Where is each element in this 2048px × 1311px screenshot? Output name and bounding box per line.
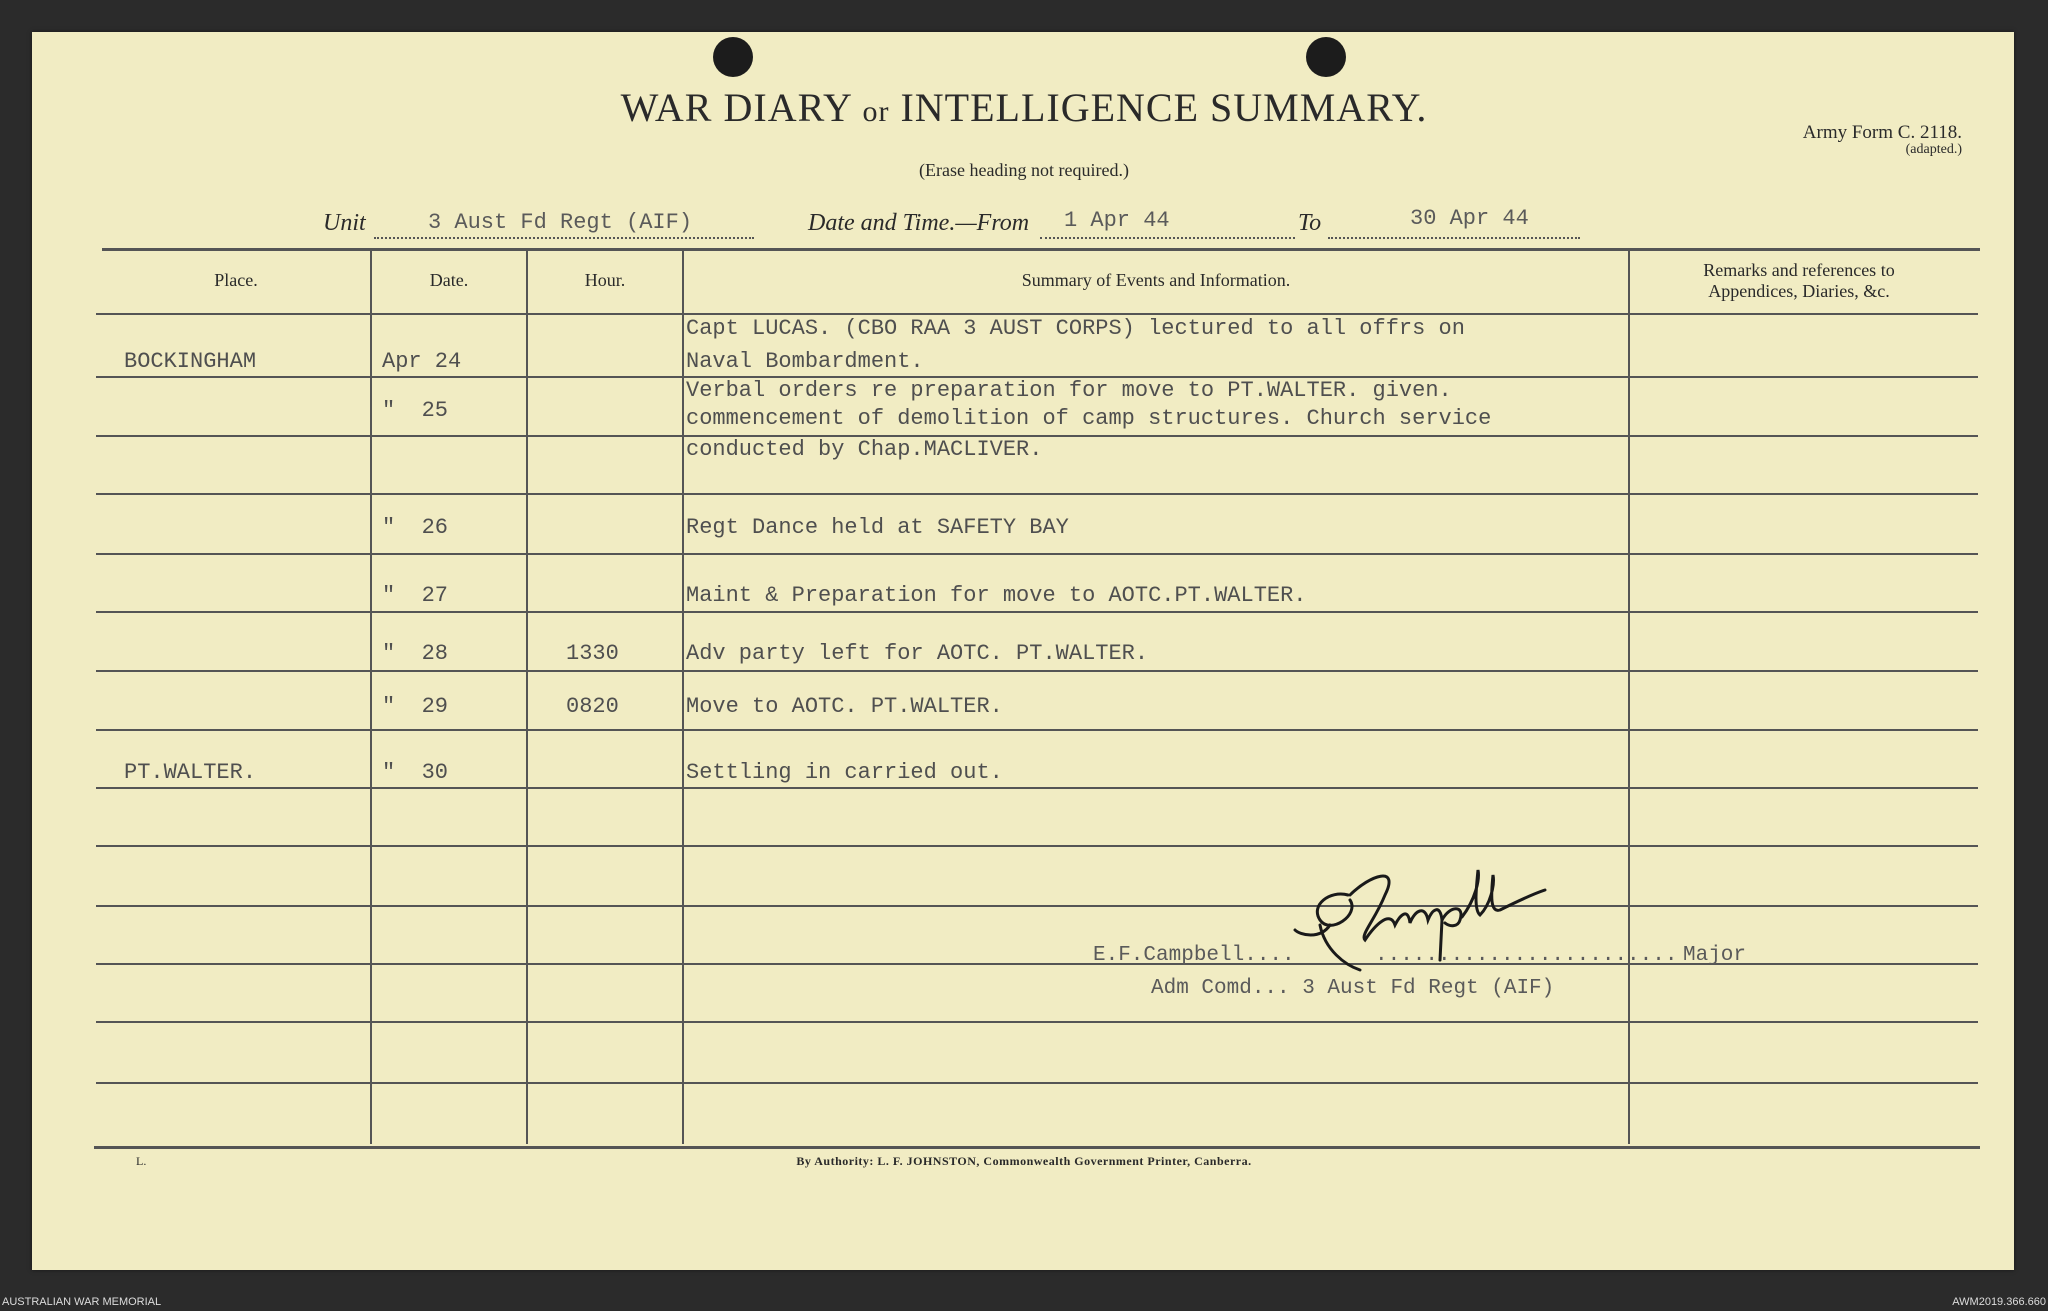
table-rule bbox=[94, 1146, 1980, 1149]
table-rule bbox=[96, 845, 1978, 847]
table-rule bbox=[96, 670, 1978, 672]
from-dotted-line bbox=[1040, 237, 1295, 239]
entry-date: " 29 bbox=[382, 694, 449, 719]
table-rule bbox=[96, 611, 1978, 613]
entry-summary: Verbal orders re preparation for move to PT.WALTER. given. commencement of demolition of camp structures. Church service bbox=[686, 378, 1492, 431]
header-remarks-line: Appendices, Diaries, &c. bbox=[1708, 281, 1890, 301]
form-subtitle: (Erase heading not required.) bbox=[919, 160, 1129, 180]
table-rule bbox=[96, 905, 1978, 907]
to-value: 30 Apr 44 bbox=[1410, 206, 1529, 231]
table-rule bbox=[96, 493, 1978, 495]
archive-id: AWM2019.366.660 bbox=[1952, 1296, 2046, 1308]
form-title bbox=[0, 84, 2048, 131]
column-rule bbox=[526, 250, 528, 1144]
entry-date: " 30 bbox=[382, 760, 449, 785]
form-number-text: Army Form C. 2118. bbox=[1802, 122, 1962, 143]
entry-date: " 25 bbox=[382, 398, 449, 423]
entry-summary: Regt Dance held at SAFETY BAY bbox=[686, 515, 1069, 540]
header-remarks bbox=[1630, 260, 1968, 302]
entry-place: PT.WALTER. bbox=[124, 760, 257, 785]
to-dotted-line bbox=[1328, 237, 1580, 239]
table-rule bbox=[96, 1021, 1978, 1023]
signature-dots: ........................ bbox=[1375, 944, 1678, 967]
entry-summary: Capt LUCAS. (CBO RAA 3 AUST CORPS) lectured to all offrs on bbox=[686, 316, 1465, 341]
from-value: 1 Apr 44 bbox=[1064, 208, 1170, 233]
table-rule bbox=[102, 248, 1980, 251]
archive-credit: AUSTRALIAN WAR MEMORIAL bbox=[2, 1296, 162, 1308]
title-or: or bbox=[862, 95, 890, 128]
footer-authority: By Authority: L. F. JOHNSTON, Commonwealth Government Printer, Canberra. bbox=[796, 1154, 1252, 1168]
date-label: Date and Time.—From bbox=[808, 210, 1030, 236]
punch-hole bbox=[713, 37, 753, 77]
entry-summary: Move to AOTC. PT.WALTER. bbox=[686, 694, 1003, 719]
header-summary: Summary of Events and Information. bbox=[1021, 270, 1291, 290]
header-place: Place. bbox=[214, 270, 258, 290]
entry-summary: Naval Bombardment. bbox=[686, 349, 924, 374]
column-rule bbox=[1628, 250, 1630, 1144]
header-remarks-line: Remarks and references to bbox=[1703, 260, 1895, 280]
entry-hour: 1330 bbox=[566, 641, 619, 666]
signature-name: E.F.Campbell.... bbox=[1093, 944, 1295, 967]
entry-place: BOCKINGHAM bbox=[124, 349, 257, 374]
entry-summary: conducted by Chap.MACLIVER. bbox=[686, 437, 1043, 462]
column-rule bbox=[370, 250, 372, 1144]
entry-date: Apr 24 bbox=[382, 349, 462, 374]
entry-date: " 27 bbox=[382, 583, 449, 608]
signature-rank: Major bbox=[1683, 944, 1747, 967]
form-adapted: (adapted.) bbox=[1905, 142, 1962, 157]
table-rule bbox=[96, 553, 1978, 555]
entry-date: " 28 bbox=[382, 641, 449, 666]
entry-summary: Settling in carried out. bbox=[686, 760, 1003, 785]
army-form-number bbox=[1803, 122, 1962, 158]
signature-command: Adm Comd... 3 Aust Fd Regt (AIF) bbox=[1151, 977, 1555, 1000]
entry-summary: Maint & Preparation for move to AOTC.PT.WALTER. bbox=[686, 583, 1307, 608]
header-hour: Hour. bbox=[584, 270, 626, 290]
table-rule bbox=[96, 729, 1978, 731]
title-part: INTELLIGENCE SUMMARY. bbox=[900, 85, 1428, 130]
header-date: Date. bbox=[429, 270, 469, 290]
entry-date: " 26 bbox=[382, 515, 449, 540]
table-rule bbox=[96, 1082, 1978, 1084]
to-label: To bbox=[1298, 210, 1322, 236]
entry-summary: Adv party left for AOTC. PT.WALTER. bbox=[686, 641, 1149, 666]
table-rule bbox=[96, 787, 1978, 789]
unit-label: Unit bbox=[323, 210, 366, 236]
unit-value: 3 Aust Fd Regt (AIF) bbox=[428, 210, 693, 235]
column-rule bbox=[682, 250, 684, 1144]
footer-code: L. bbox=[136, 1154, 147, 1168]
title-part: WAR DIARY bbox=[620, 85, 852, 130]
entry-hour: 0820 bbox=[566, 694, 619, 719]
punch-hole bbox=[1306, 37, 1346, 77]
unit-dotted-line bbox=[374, 237, 754, 239]
